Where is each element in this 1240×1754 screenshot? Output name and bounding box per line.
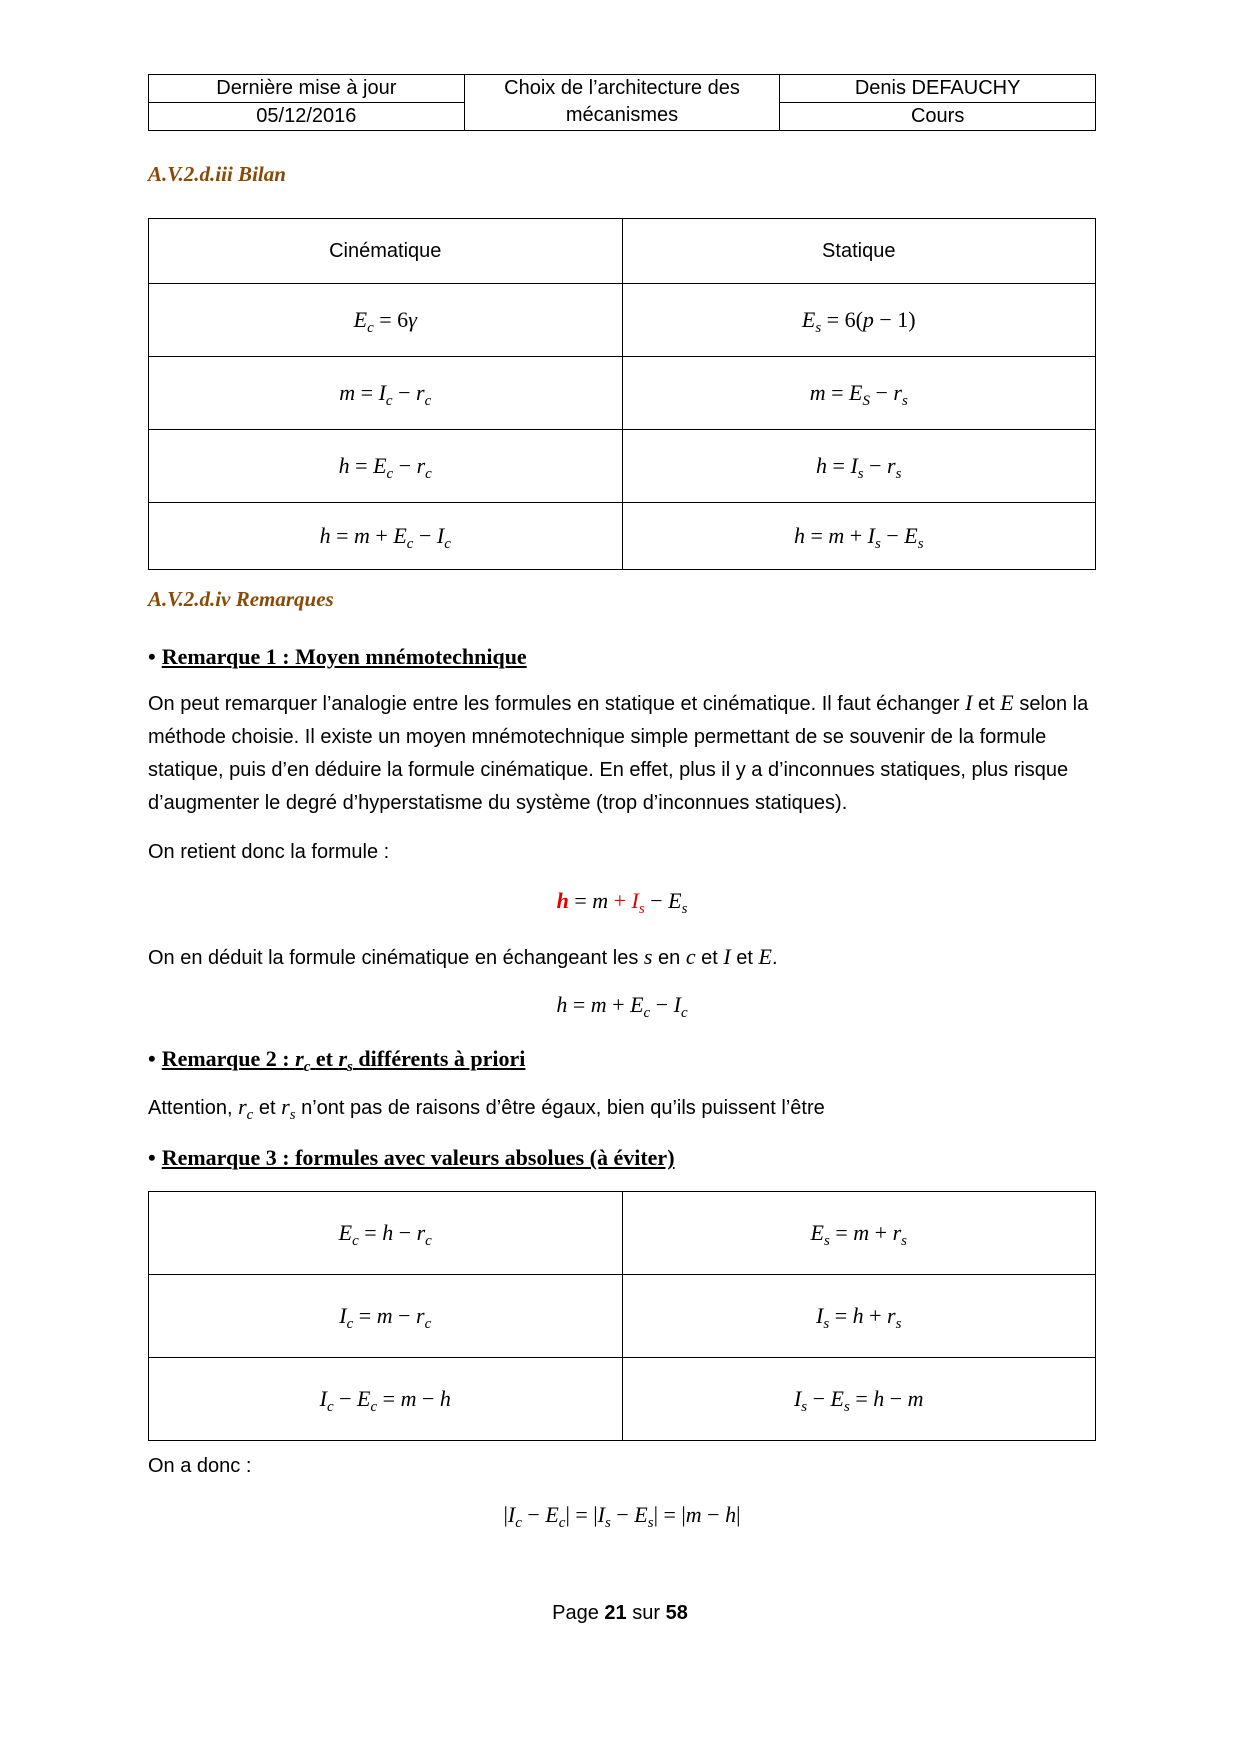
remark-3-heading <box>148 1145 675 1171</box>
formula-cell: $E_c = h - r_c$ <box>149 1192 623 1275</box>
document-title: Choix de l’architecture des mécanismes <box>464 75 780 131</box>
header-table <box>148 74 1096 131</box>
column-header-static: Statique <box>622 219 1096 284</box>
absolute-value-formula: $|I_c - E_c| = |I_s - E_s| = |m - h|$ <box>503 1502 741 1531</box>
formula-cell: $E_c = 6\gamma$ <box>149 284 623 357</box>
bullet-icon: • <box>148 644 156 669</box>
kinematic-formula: $h = m + E_c - I_c$ <box>556 992 688 1021</box>
formula-cell: $h = E_c - r_c$ <box>149 430 623 503</box>
author: Denis DEFAUCHY <box>780 75 1096 103</box>
formula-cell: $I_c = m - r_c$ <box>149 1275 623 1358</box>
update-date: 05/12/2016 <box>149 103 465 131</box>
section-title-remarques: A.V.2.d.iv Remarques <box>148 587 334 611</box>
formula-cell: $h = m + E_c - I_c$ <box>149 503 623 570</box>
formula-cell: $h = m + I_s - E_s$ <box>622 503 1096 570</box>
page-footer: Page 21 sur 58 <box>552 1602 688 1624</box>
conclusion-text: On a donc : <box>148 1455 252 1477</box>
column-header-kinematic: Cinématique <box>149 219 623 284</box>
bullet-icon: • <box>148 1145 156 1170</box>
remark-1-retain-text: On retient donc la formule : <box>148 841 390 863</box>
page-total: 58 <box>665 1602 688 1624</box>
formula-cell: $E_s = 6(p - 1)$ <box>622 284 1096 357</box>
absolute-values-table <box>148 1191 1096 1441</box>
remark-1-title: Remarque 1 : Moyen mnémotechnique <box>161 644 527 669</box>
formula-cell: $m = E_S - r_s$ <box>622 357 1096 430</box>
remark-1-deduce-text: On en déduit la formule cinématique en échangeant les s en c et I et E. <box>148 944 778 969</box>
section-title-bilan: A.V.2.d.iii Bilan <box>148 162 286 186</box>
page-number: 21 <box>604 1602 627 1624</box>
formula-cell: $I_s = h + r_s$ <box>622 1275 1096 1358</box>
formula-cell: $I_c - E_c = m - h$ <box>149 1358 623 1441</box>
doc-type: Cours <box>780 103 1096 131</box>
remark-2-text: Attention, $r_c$ et $r_s$ n’ont pas de raisons d’être égaux, bien qu’ils puissent l’être <box>148 1094 825 1123</box>
formula-cell: $I_s - E_s = h - m$ <box>622 1358 1096 1441</box>
formula-cell: $h = I_s - r_s$ <box>622 430 1096 503</box>
bullet-icon: • <box>148 1046 156 1071</box>
formula-cell: $E_s = m + r_s$ <box>622 1192 1096 1275</box>
remark-1-paragraph: On peut remarquer l’analogie entre les formules en statique et cinématique. Il faut échanger I et E selon la méthode choisie. Il existe un moyen mnémotechnique simple permettant de se souvenir de la formule statique, puis d’en déduire la formule cinématique. En effet, plus il y a d’inconnues statiques, plus risque d’augmenter le degré d’hyperstatisme du système (trop d’inconnues statiques). <box>148 690 1089 814</box>
static-formula-highlighted: $h = m + I_s - E_s$ <box>556 888 688 917</box>
bilan-table <box>148 218 1096 570</box>
remark-1-heading <box>148 644 527 670</box>
last-update-label: Dernière mise à jour <box>149 75 465 103</box>
remark-2-heading: • Remarque 2 : $r_c$ et $r_s$ différents à priori <box>148 1046 526 1075</box>
remark-3-title: Remarque 3 : formules avec valeurs absolues (à éviter) <box>161 1145 675 1170</box>
formula-cell: $m = I_c - r_c$ <box>149 357 623 430</box>
